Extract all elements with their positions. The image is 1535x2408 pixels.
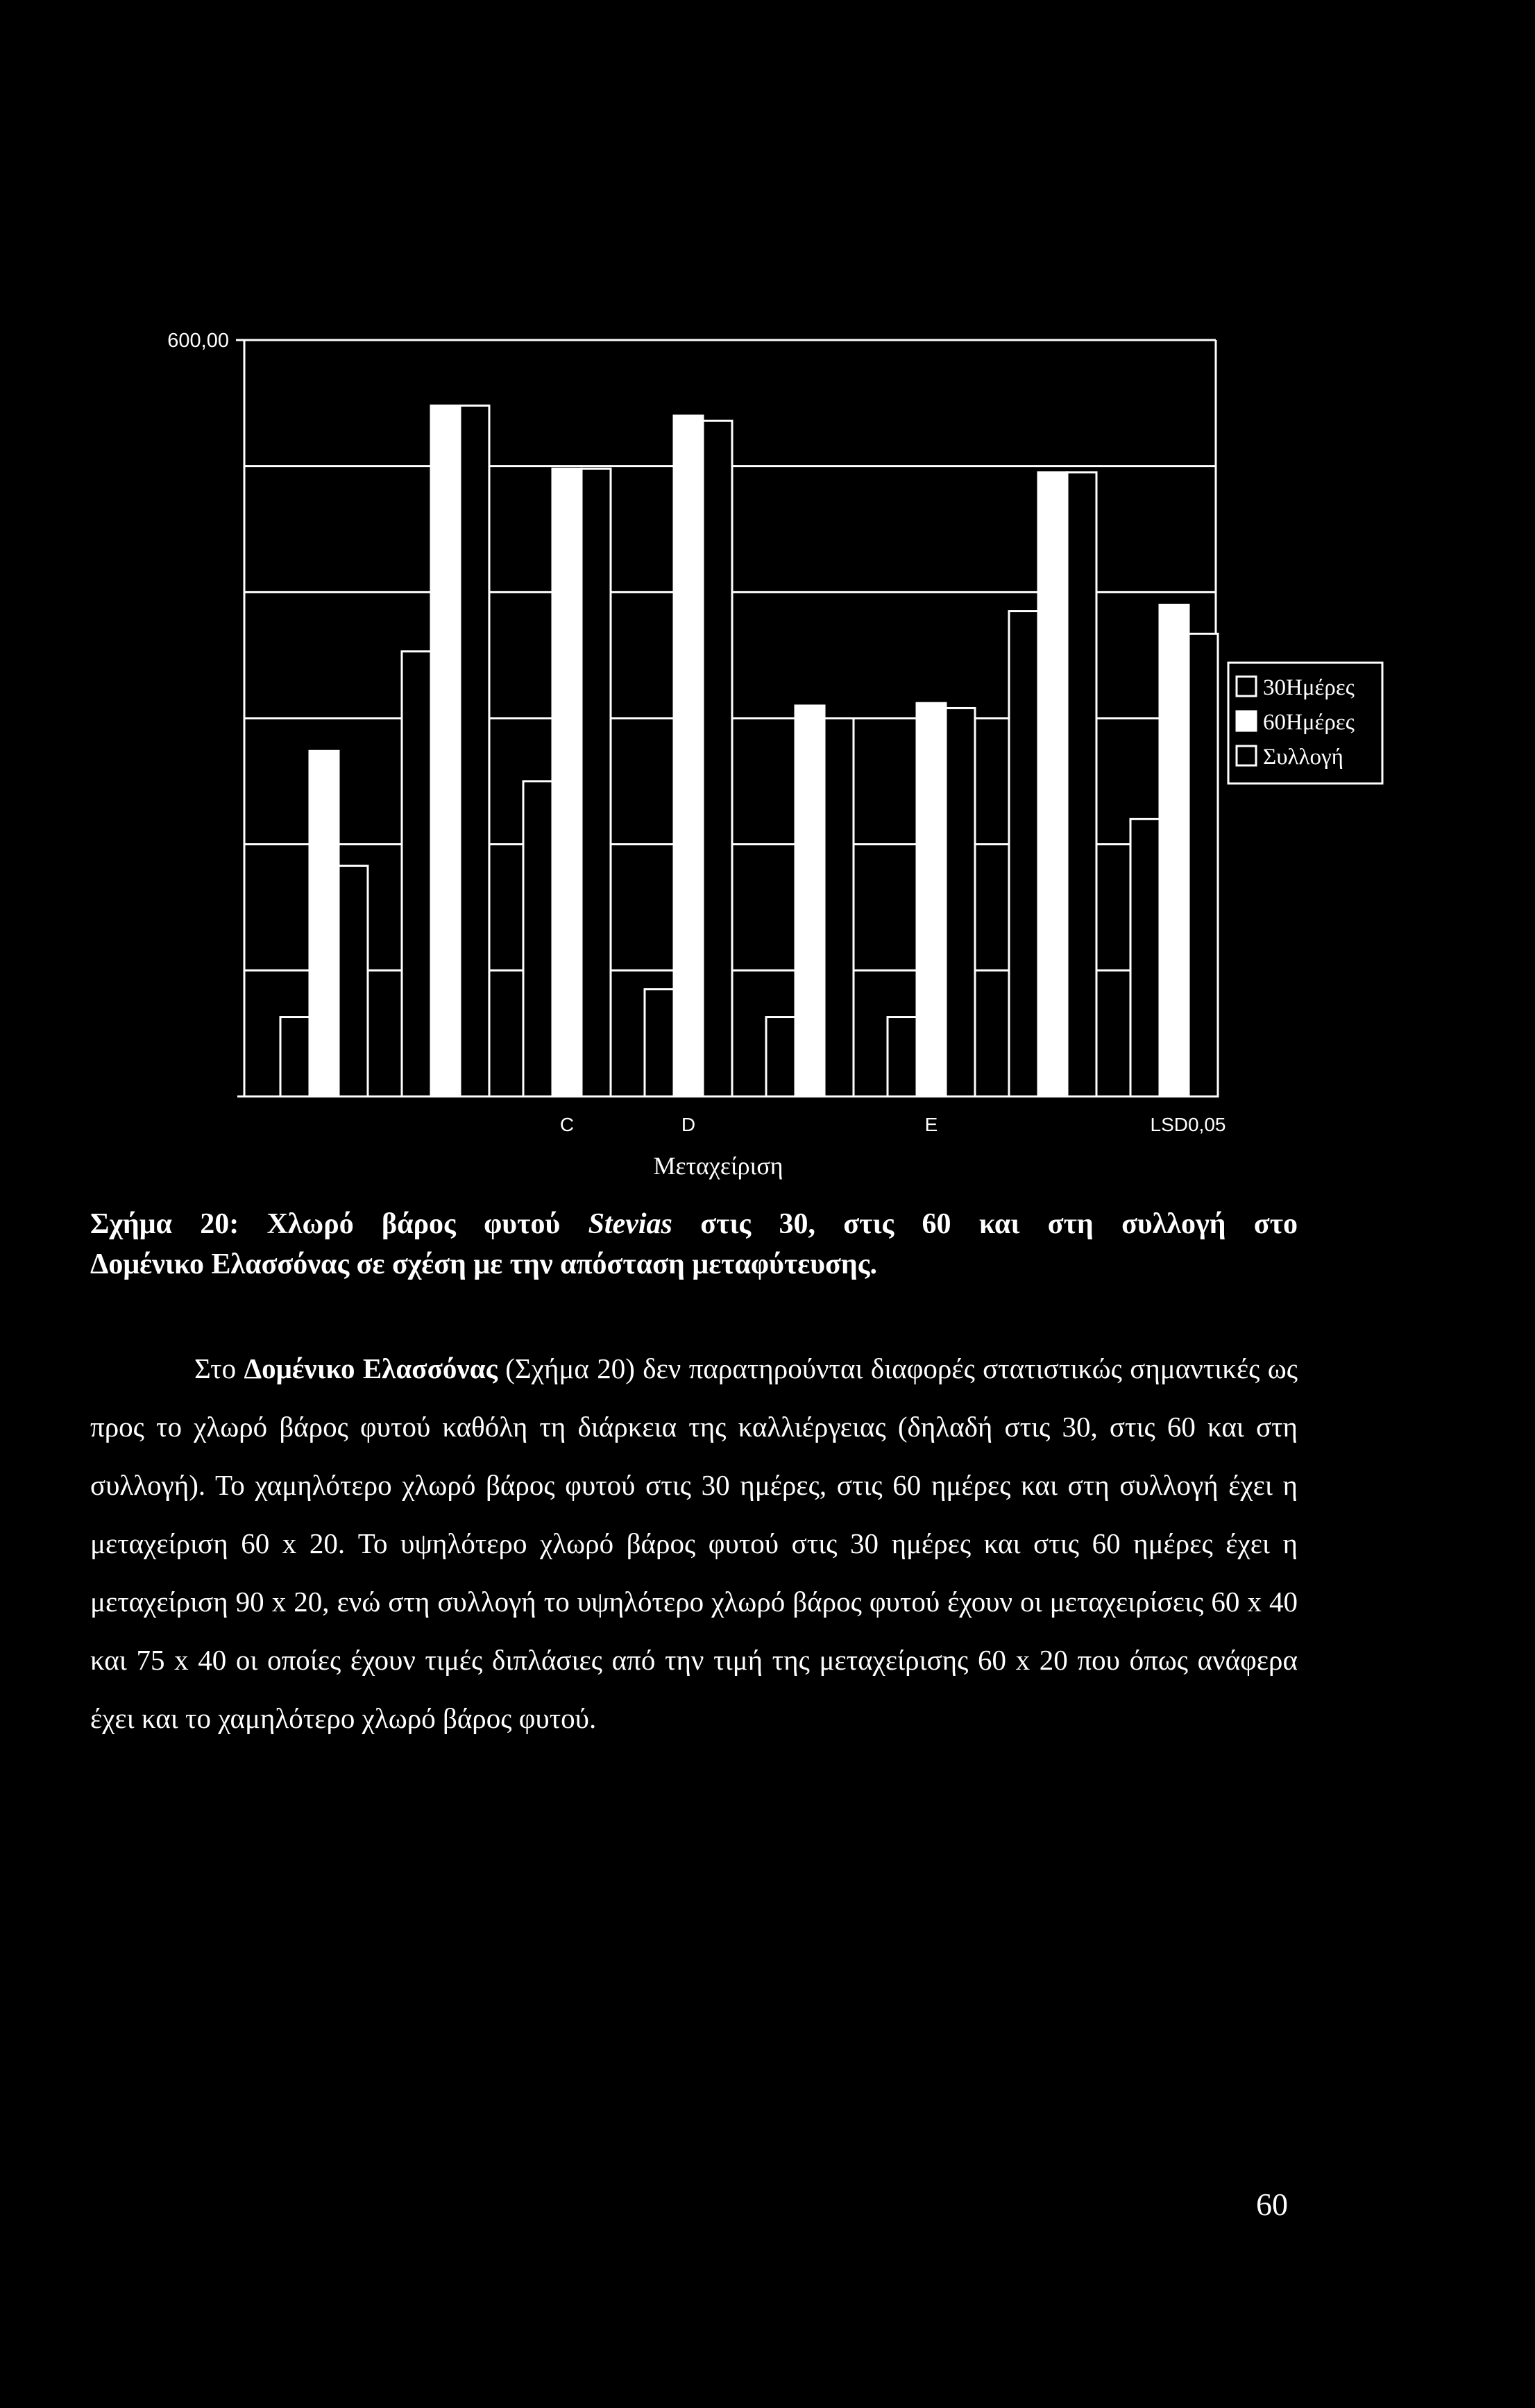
bar-3-6 [946,708,975,1096]
bar-3-8 [1189,634,1218,1096]
legend [1228,663,1382,783]
x-tick-label: D [681,1114,696,1135]
bar-chart [0,0,1535,1194]
y-tick-label: 600,00 [167,330,229,352]
bar-2-4 [674,416,703,1096]
bar-1-6 [888,1017,917,1096]
bar-1-8 [1130,819,1160,1096]
x-tick-label: LSD0,05 [1150,1114,1226,1135]
figure-caption [90,1204,1298,1284]
bar-2-8 [1160,605,1189,1097]
bar-1-5 [766,1017,795,1096]
bar-3-7 [1067,473,1096,1096]
page-number: 60 [1256,2187,1288,2222]
bar-3-4 [703,421,732,1096]
legend-swatch [1237,711,1256,731]
bar-2-2 [431,405,460,1096]
caption-line-2: Δομένικο Ελασσόνας σε σχέση με την απόσταση μεταφύτευσης. [90,1248,877,1280]
bar-3-3 [582,468,611,1096]
bar-3-5 [824,718,854,1096]
bar-2-3 [552,468,582,1096]
legend-label: Συλλογή [1263,745,1343,770]
x-tick-label: C [559,1114,575,1135]
caption-suffix: στις 30, στις 60 και στη συλλογή στο [672,1208,1298,1240]
legend-swatch [1237,677,1256,696]
bar-2-6 [917,703,946,1096]
legend-label: 60Ημέρες [1263,710,1355,735]
bar-3-1 [339,866,368,1096]
bar-2-7 [1038,473,1067,1096]
caption-prefix: Σχήμα 20: Χλωρό βάρος φυτού [90,1208,588,1240]
x-axis-label: Μεταχείριση [653,1152,783,1180]
paragraph-intro: Στο [194,1353,244,1384]
bar-2-5 [795,706,824,1096]
bar-1-2 [402,652,431,1096]
caption-species: Stevias [588,1208,672,1240]
bar-1-1 [280,1017,309,1096]
bar-1-4 [645,990,674,1096]
bar-3-2 [460,405,489,1096]
paragraph-body: (Σχήμα 20) δεν παρατηρούνται διαφορές στατιστικώς σημαντικές ως προς το χλωρό βάρος φυτού καθόλη τη διάρκεια της καλλιέργειας (δηλαδή στις 30, στις 60 και στη συλλογή). Το χαμηλότερο χλωρό βάρος φυτού στις 30 ημέρες, στις 60 ημέρες και στη συλλογή έχει η μεταχείριση 60 x 20. Το υψηλότερο χλωρό βάρος φυτού στις 30 ημέρες και στις 60 ημέρες έχει η μεταχείριση 90 x 20, ενώ στη συλλογή το υψηλότερο χλωρό βάρος φυτού έχουν οι μεταχειρίσεις 60 x 40 και 75 x 40 οι οποίες έχουν τιμές διπλάσιες από την τιμή της μεταχείρισης 60 x 20 που όπως ανάφερα έχει και το χαμηλότερο χλωρό βάρος φυτού. [90,1353,1298,1734]
legend-swatch [1237,746,1256,765]
x-tick-label: E [924,1114,938,1135]
legend-label: 30Ημέρες [1263,675,1355,700]
paragraph-location: Δομένικο Ελασσόνας [244,1353,498,1384]
body-paragraph [90,1339,1298,1747]
bar-2-1 [309,751,339,1096]
bar-1-7 [1009,611,1038,1096]
bar-1-3 [523,781,552,1096]
